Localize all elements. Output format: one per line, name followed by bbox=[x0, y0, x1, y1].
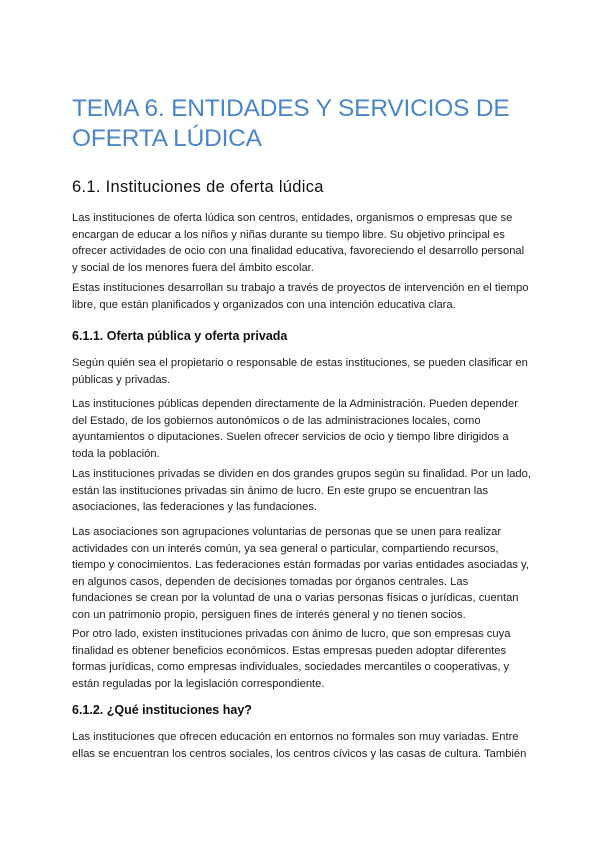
paragraph-7 bbox=[72, 626, 530, 692]
paragraph-6 bbox=[72, 524, 530, 624]
text-line: Por otro lado, existen instituciones privadas con ánimo de lucro, que son empresas cuya bbox=[72, 628, 511, 640]
text-line: Las instituciones públicas dependen directamente de la Administración. Pueden depender bbox=[72, 398, 518, 410]
paragraph-3 bbox=[72, 355, 530, 388]
paragraph-5 bbox=[72, 466, 530, 516]
document-title bbox=[72, 94, 542, 154]
text-line: Las instituciones privadas se dividen en dos grandes grupos según su finalidad. Por un lado, bbox=[72, 468, 531, 480]
text-line: ofrecer actividades de ocio con una finalidad educativa, favoreciendo el desarrollo personal bbox=[72, 245, 525, 258]
text-line: Estas instituciones desarrollan su trabajo a través de proyectos de intervención en el tiempo bbox=[72, 282, 529, 294]
text-line: públicas y privadas. bbox=[72, 373, 171, 386]
text-line: asociaciones, las federaciones y las fundaciones. bbox=[72, 501, 318, 514]
text-line: finalidad es obtener beneficios económicos. Estas empresas pueden adoptar diferentes bbox=[72, 644, 507, 657]
text-line: Las instituciones de oferta lúdica son centros, entidades, organismos o empresas que se bbox=[72, 212, 513, 224]
text-line: están reguladas por la legislación correspondiente. bbox=[72, 677, 325, 690]
paragraph-4 bbox=[72, 396, 530, 462]
text-line: están las instituciones privadas sin ánimo de lucro. En este grupo se encuentran las bbox=[72, 484, 489, 497]
text-line: ayuntamientos o diputaciones. Suelen ofrecer servicios de ocio y tiempo libre dirigidos a bbox=[72, 431, 509, 444]
text-line: y social de los menores fuera del ámbito escolar. bbox=[72, 261, 314, 274]
text-line: Según quién sea el propietario o responsable de estas instituciones, se pueden clasificar en bbox=[72, 357, 528, 369]
title-line: TEMA 6. ENTIDADES Y SERVICIOS DE bbox=[72, 95, 510, 122]
text-line: tiempo y conocimientos. Las federaciones están formadas por varias entidades asociadas y, bbox=[72, 559, 529, 572]
subsection-heading: 6.1.1. Oferta pública y oferta privada bbox=[72, 329, 288, 343]
text-line: con un patrimonio propio, persiguen fines de interés general y no tienen socios. bbox=[72, 608, 466, 621]
text-line: ellas se encuentran los centros sociales, los centros cívicos y las casas de cultura. También bbox=[72, 747, 527, 760]
text-line: libre, que están planificados y organizados con una intención educativa clara. bbox=[72, 298, 456, 311]
text-line: Las asociaciones son agrupaciones voluntarias de personas que se unen para realizar bbox=[72, 526, 502, 538]
section-heading: 6.1. Instituciones de oferta lúdica bbox=[72, 178, 324, 196]
paragraph-2 bbox=[72, 280, 530, 313]
text-line: toda la población. bbox=[72, 447, 160, 460]
paragraph-1 bbox=[72, 210, 530, 276]
paragraph-8 bbox=[72, 729, 530, 762]
text-line: del Estado, de los gobiernos autonómicos o de las administraciones locales, como bbox=[72, 414, 481, 427]
text-line: fundaciones se crean por la voluntad de una o varias personas físicas o jurídicas, cuentan bbox=[72, 592, 519, 605]
text-line: encargan de educar a los niños y niñas durante su tiempo libre. Su objetivo principal es bbox=[72, 228, 505, 241]
title-line: OFERTA LÚDICA bbox=[72, 125, 262, 152]
text-line: formas jurídicas, como empresas individuales, sociedades mercantiles o cooperativas, y bbox=[72, 661, 510, 674]
text-line: actividades con un interés común, ya sea general o particular, compartiendo recursos, bbox=[72, 542, 499, 555]
text-line: en algunos casos, dependen de decisiones tomadas por órganos centrales. Las bbox=[72, 575, 469, 588]
text-line: Las instituciones que ofrecen educación en entornos no formales son muy variadas. Entre bbox=[72, 731, 519, 743]
subsection-heading: 6.1.2. ¿Qué instituciones hay? bbox=[72, 703, 252, 717]
